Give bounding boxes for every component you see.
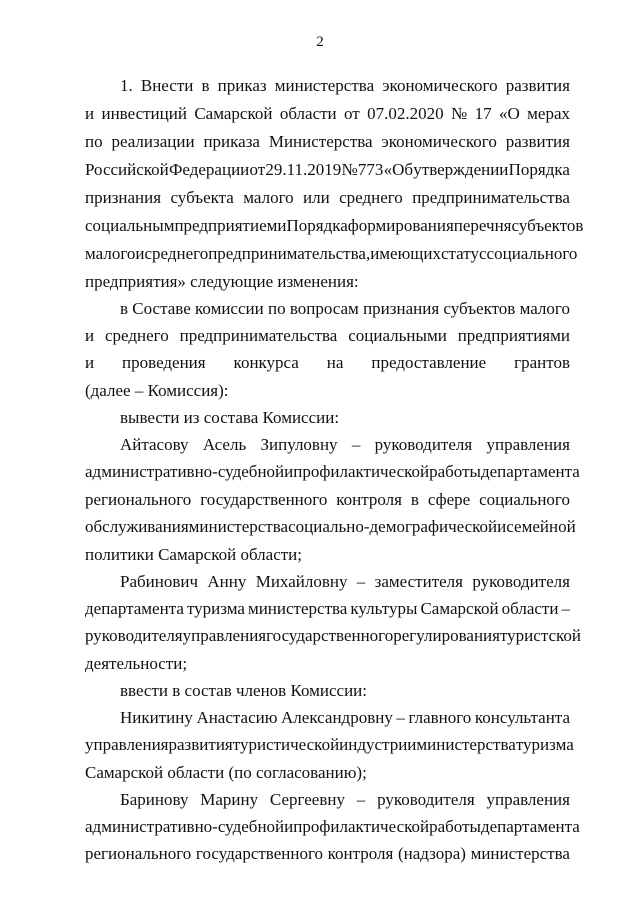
word: руководителя bbox=[374, 435, 473, 454]
word: и bbox=[284, 462, 294, 481]
word: «О bbox=[498, 104, 520, 123]
text-line bbox=[85, 817, 580, 837]
word: и bbox=[284, 817, 294, 836]
word: конкурса bbox=[233, 353, 299, 372]
word: социальными bbox=[348, 326, 447, 345]
text-line bbox=[85, 381, 229, 401]
word: Рабинович bbox=[120, 572, 199, 591]
word: обслуживания bbox=[85, 517, 189, 536]
word: малого bbox=[519, 299, 570, 318]
word: Зипуловну bbox=[260, 435, 338, 454]
word: от bbox=[249, 160, 266, 179]
word: регулирования bbox=[393, 626, 500, 645]
word: предприятия» следующие изменения: bbox=[85, 272, 359, 291]
word: министерства bbox=[247, 599, 348, 618]
word: контроля bbox=[327, 844, 394, 863]
word: перечня bbox=[453, 216, 512, 235]
word: развития bbox=[505, 76, 570, 95]
word: малого bbox=[243, 188, 294, 207]
word: № bbox=[341, 160, 358, 179]
word: министерства bbox=[274, 76, 375, 95]
word: Никитину bbox=[120, 708, 193, 727]
word: управления bbox=[182, 626, 267, 645]
text-line bbox=[85, 244, 578, 264]
word: в bbox=[410, 490, 419, 509]
word: профилактической bbox=[293, 817, 430, 836]
word: предприятием bbox=[174, 216, 278, 235]
word: от bbox=[344, 104, 360, 123]
word: государственного bbox=[195, 844, 324, 863]
word: заместителя bbox=[374, 572, 463, 591]
word: малого bbox=[85, 244, 136, 263]
text-line bbox=[120, 299, 570, 319]
text-line bbox=[120, 790, 570, 810]
word: Федерации bbox=[168, 160, 250, 179]
word: (далее – Комиссия): bbox=[85, 381, 229, 400]
word: 1. bbox=[120, 76, 133, 95]
word: государственного bbox=[266, 626, 394, 645]
word: руководителя bbox=[377, 790, 475, 809]
text-line bbox=[85, 462, 580, 482]
word: и bbox=[85, 326, 95, 345]
word: грантов bbox=[514, 353, 570, 372]
word: работы bbox=[429, 817, 481, 836]
word: в bbox=[201, 76, 210, 95]
word: департамента bbox=[480, 817, 580, 836]
word: «Об bbox=[383, 160, 414, 179]
word: предприятиями bbox=[457, 326, 570, 345]
word: предоставление bbox=[371, 353, 487, 372]
word: управления bbox=[486, 790, 570, 809]
word: субъекта bbox=[170, 188, 234, 207]
word: – bbox=[396, 708, 405, 727]
word: 17 bbox=[474, 104, 492, 123]
text-line bbox=[120, 572, 570, 592]
word: министерства bbox=[470, 844, 570, 863]
word: туристской bbox=[499, 626, 581, 645]
word: предпринимательства bbox=[412, 188, 570, 207]
word: Российской bbox=[85, 160, 169, 179]
word: Самарской bbox=[194, 104, 273, 123]
word: среднего bbox=[339, 188, 403, 207]
word: (надзора) bbox=[397, 844, 466, 863]
word: работы bbox=[429, 462, 481, 481]
word: Анну bbox=[207, 572, 247, 591]
word: предпринимательства, bbox=[208, 244, 371, 263]
word: Самарской bbox=[420, 599, 499, 618]
word: культуры bbox=[350, 599, 418, 618]
word: социального bbox=[486, 244, 578, 263]
word: Порядка bbox=[508, 160, 570, 179]
word: Сергеевну bbox=[269, 790, 345, 809]
text-line bbox=[85, 160, 570, 180]
word: комиссии bbox=[195, 299, 264, 318]
word: реализации bbox=[111, 132, 195, 151]
text-line bbox=[120, 681, 367, 701]
word: Министерства bbox=[268, 132, 373, 151]
word: и bbox=[497, 517, 507, 536]
text-line bbox=[85, 517, 576, 537]
word: Внести bbox=[140, 76, 194, 95]
word: руководителя bbox=[85, 626, 183, 645]
word: среднего bbox=[105, 326, 169, 345]
word: регионального bbox=[85, 490, 192, 509]
word: – bbox=[561, 599, 570, 618]
word: имеющих bbox=[370, 244, 441, 263]
word: и bbox=[85, 353, 95, 372]
word: статус bbox=[441, 244, 487, 263]
text-line bbox=[85, 353, 570, 373]
word: вопросам bbox=[289, 299, 359, 318]
text-line bbox=[85, 654, 187, 674]
word: сфере bbox=[427, 490, 471, 509]
word: Самарской области (по согласованию); bbox=[85, 763, 367, 782]
word: экономического bbox=[381, 132, 497, 151]
word: № bbox=[451, 104, 468, 123]
word: субъектов bbox=[443, 299, 516, 318]
page-number: 2 bbox=[316, 34, 324, 50]
word: 29.11.2019 bbox=[265, 160, 342, 179]
word: ввести в состав членов Комиссии: bbox=[120, 681, 367, 700]
text-line bbox=[85, 216, 584, 236]
text-line bbox=[85, 272, 359, 292]
text-line bbox=[85, 326, 570, 346]
word: административно-судебной bbox=[85, 817, 285, 836]
text-line bbox=[85, 735, 574, 755]
word: управления bbox=[486, 435, 570, 454]
text-line bbox=[85, 545, 302, 565]
word: индустрии bbox=[339, 735, 417, 754]
word: министерства bbox=[416, 735, 516, 754]
word: вывести из состава Комиссии: bbox=[120, 408, 340, 427]
word: признания bbox=[363, 299, 440, 318]
word: руководителя bbox=[472, 572, 570, 591]
word: главного bbox=[408, 708, 472, 727]
word: утверждении bbox=[413, 160, 509, 179]
word: департамента bbox=[480, 462, 580, 481]
word: субъектов bbox=[511, 216, 584, 235]
word: развития bbox=[168, 735, 233, 754]
word: Асель bbox=[202, 435, 247, 454]
word: Александровну bbox=[281, 708, 393, 727]
word: на bbox=[326, 353, 344, 372]
word: туризма bbox=[186, 599, 245, 618]
word: предпринимательства bbox=[179, 326, 338, 345]
word: социальным bbox=[85, 216, 175, 235]
word: приказа bbox=[203, 132, 260, 151]
word: туристической bbox=[232, 735, 340, 754]
word: туризма bbox=[515, 735, 574, 754]
text-line bbox=[120, 708, 570, 728]
word: приказ bbox=[217, 76, 267, 95]
word: управления bbox=[85, 735, 169, 754]
word: семейной bbox=[506, 517, 576, 536]
text-line bbox=[85, 188, 570, 208]
word: экономического bbox=[382, 76, 498, 95]
word: 773 bbox=[357, 160, 384, 179]
word: деятельности; bbox=[85, 654, 188, 673]
word: Порядка bbox=[286, 216, 348, 235]
word: в bbox=[120, 299, 129, 318]
word: и bbox=[85, 104, 95, 123]
word: среднего bbox=[144, 244, 209, 263]
word: формирования bbox=[347, 216, 454, 235]
word: политики Самарской области; bbox=[85, 545, 302, 564]
word: – bbox=[351, 435, 361, 454]
word: административно-судебной bbox=[85, 462, 285, 481]
word: государственного bbox=[200, 490, 328, 509]
word: министерства bbox=[188, 517, 289, 536]
word: инвестиций bbox=[101, 104, 187, 123]
word: области bbox=[501, 599, 559, 618]
word: Анастасию bbox=[196, 708, 278, 727]
word: проведения bbox=[122, 353, 206, 372]
word: профилактической bbox=[293, 462, 430, 481]
word: 07.02.2020 bbox=[367, 104, 444, 123]
word: Михайловну bbox=[255, 572, 348, 591]
word: или bbox=[303, 188, 330, 207]
word: Марину bbox=[200, 790, 259, 809]
word: Составе bbox=[132, 299, 191, 318]
word: консультанта bbox=[474, 708, 570, 727]
text-line bbox=[85, 844, 570, 864]
word: социального bbox=[479, 490, 570, 509]
text-line bbox=[85, 599, 570, 619]
word: и bbox=[277, 216, 287, 235]
word: мерах bbox=[527, 104, 570, 123]
word: департамента bbox=[85, 599, 184, 618]
word: признания bbox=[85, 188, 162, 207]
word: по bbox=[267, 299, 286, 318]
word: Баринову bbox=[120, 790, 189, 809]
word: области bbox=[279, 104, 337, 123]
text-line bbox=[120, 76, 570, 96]
text-line bbox=[85, 104, 570, 124]
word: социально-демографической bbox=[288, 517, 498, 536]
word: по bbox=[85, 132, 103, 151]
text-line bbox=[120, 408, 339, 428]
word: и bbox=[135, 244, 145, 263]
text-line bbox=[85, 626, 581, 646]
text-line bbox=[120, 435, 570, 455]
word: развития bbox=[505, 132, 570, 151]
text-line bbox=[85, 490, 570, 510]
text-line bbox=[85, 132, 570, 152]
text-line bbox=[85, 763, 367, 783]
word: регионального bbox=[85, 844, 192, 863]
word: Айтасову bbox=[120, 435, 189, 454]
word: – bbox=[356, 790, 366, 809]
word: – bbox=[356, 572, 366, 591]
word: контроля bbox=[336, 490, 402, 509]
